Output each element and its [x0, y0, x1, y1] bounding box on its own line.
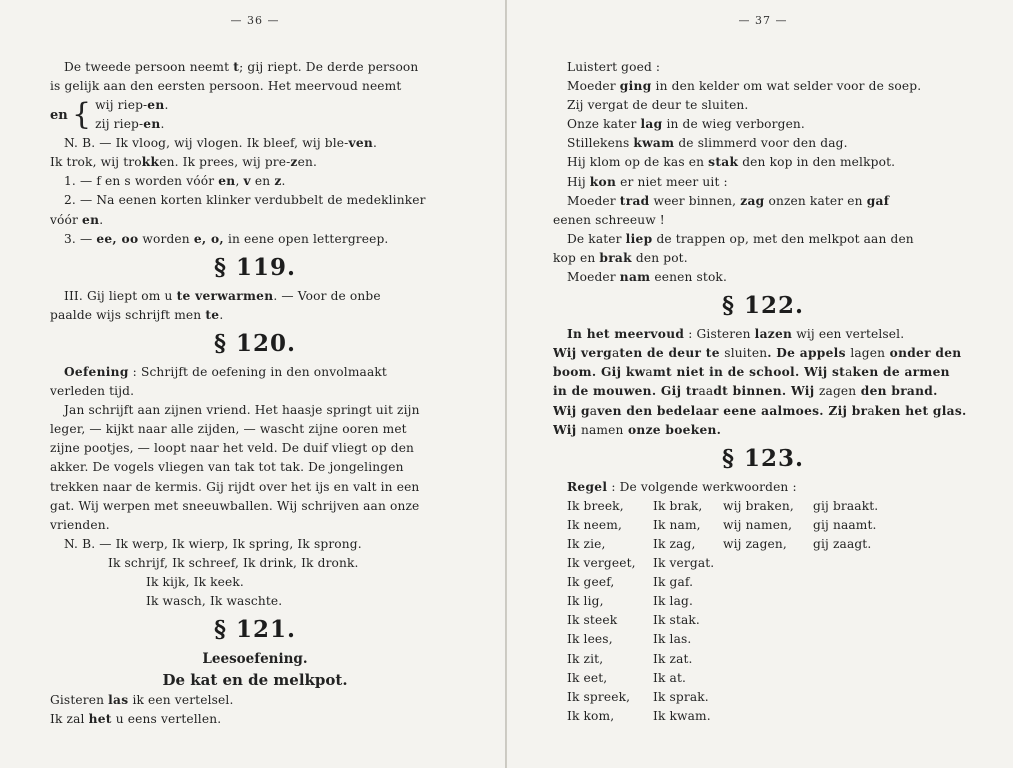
bold-text: zag [740, 193, 765, 208]
text-line [553, 77, 973, 96]
bold-text: en [218, 174, 236, 189]
brace-group [50, 96, 460, 134]
text: weer binnen, [649, 193, 741, 208]
bold-text: liep [625, 231, 653, 246]
verb-row [553, 516, 973, 535]
text: a [611, 346, 620, 361]
verb-list-line: Ik kijk, Ik keek. [146, 574, 244, 589]
bold-text: Wij verg [553, 346, 612, 361]
brace-line [95, 115, 168, 134]
verb-cell: Ik vergeet, [567, 556, 636, 571]
text-line [553, 268, 973, 287]
text: 3. — [64, 231, 97, 246]
text: in eene open lettergreep. [223, 231, 389, 246]
verb-row [553, 669, 973, 688]
verb-row [553, 535, 973, 554]
left-page-content [50, 58, 460, 729]
text: eenen schreeuw ! [553, 212, 665, 227]
bold-text: In het meervoud [567, 327, 685, 342]
left-page [50, 0, 460, 768]
verb-cell: wij namen, [723, 517, 793, 532]
bold-text: ken de armen [852, 365, 950, 380]
verb-cell: Ik lees, [567, 632, 613, 647]
text: Onze kater [567, 117, 641, 132]
text-line [553, 153, 973, 172]
bold-text: ven den bedelaar eene aalmoes. Zij br [597, 403, 868, 418]
text-line [553, 402, 973, 421]
text: in den kelder om wat selder voor de soep. [651, 79, 922, 94]
text: . — Voor de onbe [273, 288, 381, 303]
verb-cell: Ik eet, [567, 670, 608, 685]
text-line [553, 382, 973, 401]
rule-line [50, 230, 460, 249]
verb-cell: Ik zie, [567, 536, 606, 551]
bold-text: ging [619, 79, 652, 94]
text-line [553, 115, 973, 134]
verb-cell: Ik kwam. [653, 708, 711, 723]
text: zij riep- [95, 117, 144, 132]
rule-line [50, 172, 460, 191]
bold-text: mt niet in de school. Wij st [652, 365, 846, 380]
text: u eens vertellen. [111, 712, 222, 727]
text: Stillekens [567, 136, 634, 151]
text: ; gij riept. De derde persoon [239, 60, 419, 74]
text: . [281, 174, 286, 189]
exercise-line: akker. De vogels vliegen van tak tot tak. De jongelingen [50, 460, 404, 475]
text-line [553, 344, 973, 363]
verb-cell: wij zagen, [723, 536, 787, 551]
verb-cell: wij braken, [723, 498, 794, 513]
verb-cell: gij braakt. [813, 498, 879, 513]
verb-list-line: N. B. — Ik werp, Ik wierp, Ik spring, Ik sprong. [64, 536, 362, 551]
note-line [50, 134, 460, 153]
text: . [373, 136, 378, 151]
text: zagen [818, 384, 857, 399]
bold-text: het [88, 712, 112, 727]
exercise-line: Jan schrijft aan zijnen vriend. Het haasje springt uit zijn [64, 403, 420, 418]
bold-text: Wij g [553, 403, 590, 418]
bold-text: . De appels [767, 346, 851, 361]
text: worden [138, 231, 194, 246]
text: onzen kater en [764, 193, 867, 208]
text: : De volgende werkwoorden : [607, 479, 797, 494]
text: . [219, 307, 224, 322]
verb-row [553, 650, 973, 669]
text: lagen [850, 346, 886, 361]
bold-text: ken het glas. [874, 403, 967, 418]
text-line [553, 230, 973, 249]
text: a [645, 365, 653, 380]
text-line [553, 96, 973, 115]
verb-cell: Ik stak. [653, 613, 700, 628]
brace-line [95, 96, 168, 115]
bold-text: te [205, 307, 220, 322]
exercise-line: gat. Wij werpen met sneeuwballen. Wij schrijven aan onze [50, 498, 420, 513]
verb-row [553, 630, 973, 649]
bold-text: lag [640, 117, 663, 132]
bold-text: stak [708, 155, 739, 170]
text-line [553, 173, 973, 192]
verb-cell: Ik neem, [567, 517, 622, 532]
verb-list-line: Ik wasch, Ik waschte. [146, 594, 283, 609]
verb-cell: Ik breek, [567, 498, 624, 513]
bold-text: trad [619, 193, 650, 208]
verb-cell: Ik zit, [567, 651, 604, 666]
verb-cell: Ik nam, [653, 517, 701, 532]
right-page [553, 0, 973, 768]
paragraph-line [50, 58, 460, 77]
verb-cell: Ik zag, [653, 536, 696, 551]
text: kop en [553, 250, 600, 265]
text: den kop in den melkpot. [738, 155, 896, 170]
section-heading-122: § 122. [721, 292, 805, 320]
note-line [50, 153, 460, 172]
text: de slimmerd voor den dag. [674, 136, 848, 151]
bold-text: te verwarmen [176, 288, 274, 303]
text: 1. — f en s worden vóór [64, 174, 219, 189]
bold-text: las [108, 693, 129, 708]
text: paalde wijs schrijft men [50, 307, 206, 322]
verb-table-full [553, 497, 973, 554]
bold-text: onze boeken. [623, 422, 722, 437]
verb-row [553, 707, 973, 726]
text-line [553, 134, 973, 153]
text-line [553, 211, 973, 230]
text: wij een vertelsel. [792, 327, 905, 342]
text: a [867, 403, 875, 418]
bold-text: kon [589, 174, 617, 189]
rule-line: 2. — Na eenen korten klinker verdubbelt de medeklinker [64, 193, 426, 208]
verb-cell: Ik lig, [567, 594, 604, 609]
text: Luistert goed : [567, 60, 661, 74]
text: N. B. — Ik vloog, wij vlogen. Ik bleef, wij ble- [64, 136, 349, 151]
text: Moeder [567, 270, 620, 285]
bold-text: onder den [885, 346, 962, 361]
text: Zij vergat de deur te sluiten. [567, 98, 749, 113]
verb-row [553, 573, 973, 592]
verb-table-short [553, 554, 973, 726]
bold-text: Regel [567, 479, 608, 494]
text: ik een vertelsel. [128, 693, 234, 708]
text: . [164, 98, 169, 113]
bold-text: kwam [633, 136, 675, 151]
text: , [235, 174, 244, 189]
text: : Gisteren [684, 327, 755, 342]
bold-text: z [274, 174, 282, 189]
bold-text: brak [599, 250, 632, 265]
verb-row [553, 554, 973, 573]
verb-cell: Ik kom, [567, 708, 615, 723]
verb-cell: Ik gaf. [653, 575, 694, 590]
section-heading-123: § 123. [721, 444, 805, 472]
paragraph-line: is gelijk aan den eersten persoon. Het meervoud neemt [50, 79, 402, 94]
bold-text: t [233, 60, 240, 74]
verb-cell: Ik vergat. [653, 556, 715, 571]
section-heading-120: § 120. [213, 329, 297, 357]
text-line [553, 249, 973, 268]
bold-text: lazen [754, 327, 793, 342]
text: Gisteren [50, 693, 109, 708]
paragraph-line: verleden tijd. [50, 384, 135, 399]
section-heading-121: § 121. [213, 616, 297, 644]
bold-text: ven [348, 136, 374, 151]
text: aa [698, 384, 714, 399]
section-heading-119: § 119. [213, 253, 297, 281]
text: Moeder [567, 79, 620, 94]
paragraph-line [50, 287, 460, 306]
right-page-content [553, 58, 973, 726]
text-line [553, 58, 973, 77]
bold-text: Oefening [64, 364, 129, 379]
page-number-left: — 36 — [230, 14, 280, 27]
verb-cell: Ik las. [653, 632, 692, 647]
story-line [50, 710, 460, 729]
exercise-line: trekken naar de kermis. Gij rijdt over het ijs en valt in een [50, 479, 420, 494]
brace-lines [95, 96, 168, 134]
text: De tweede persoon neemt [64, 60, 234, 74]
text-line [553, 363, 973, 382]
text: Ik trok, wij tro [50, 155, 142, 170]
verb-cell: Ik steek [567, 613, 618, 628]
story-line [50, 691, 460, 710]
text: er niet meer uit : [616, 174, 728, 189]
brace-label: en [50, 107, 68, 123]
bold-text: gaf [866, 193, 890, 208]
text-line [553, 325, 973, 344]
bold-text: en [82, 212, 100, 227]
text: : Schrijft de oefening in den onvolmaakt [128, 364, 387, 379]
bold-text: en [143, 117, 161, 132]
text: . [160, 117, 165, 132]
bold-text: dt binnen. Wij [713, 384, 819, 399]
bold-text: v [243, 174, 251, 189]
bold-text: z [290, 155, 298, 170]
text: De kater [567, 231, 626, 246]
bold-text: ee, oo [96, 231, 139, 246]
exercise-line: leger, — kijkt naar alle zijden, — wascht zijne ooren met [50, 422, 407, 437]
verb-cell: Ik zat. [653, 651, 693, 666]
verb-cell: Ik lag. [653, 594, 693, 609]
verb-row [553, 497, 973, 516]
verb-cell: Ik geef, [567, 575, 615, 590]
text: a [845, 365, 853, 380]
text: den pot. [631, 250, 688, 265]
brace-symbol: { [72, 97, 92, 133]
text: en. [297, 155, 318, 170]
verb-cell: gij naamt. [813, 517, 877, 532]
story-title: De kat en de melkpot. [162, 671, 348, 690]
text: a [589, 403, 598, 418]
page-gutter [505, 0, 507, 768]
story-continuation [553, 58, 973, 287]
text: . [99, 212, 104, 227]
text: Hij klom op de kas en [567, 155, 709, 170]
verb-list-line: Ik schrijf, Ik schreef, Ik drink, Ik dronk. [108, 555, 359, 570]
verb-cell: Ik at. [653, 670, 687, 685]
exercise-line: vrienden. [50, 517, 110, 532]
bold-text: en [147, 98, 165, 113]
text: Ik zal [50, 712, 89, 727]
text: eenen stok. [650, 270, 727, 285]
verb-cell: Ik brak, [653, 498, 703, 513]
text-line [553, 192, 973, 211]
paragraph-line [50, 306, 460, 325]
text: Hij [567, 174, 590, 189]
verb-cell: Ik spreek, [567, 689, 631, 704]
verb-row [553, 611, 973, 630]
text: vóór [50, 212, 83, 227]
bold-text: in de mouwen. Gij tr [553, 384, 699, 399]
verb-cell: Ik sprak. [653, 689, 709, 704]
plural-paragraph [553, 325, 973, 440]
bold-text: kk [141, 155, 160, 170]
verb-row [553, 688, 973, 707]
text: Moeder [567, 193, 620, 208]
rule-line [50, 211, 460, 230]
bold-text: Wij [553, 422, 581, 437]
page-number-right: — 37 — [738, 14, 788, 27]
text: in de wieg verborgen. [662, 117, 805, 132]
text-line [553, 421, 973, 440]
bold-text: ten de deur te [619, 346, 725, 361]
bold-text: nam [619, 270, 651, 285]
text: sluiten [724, 346, 768, 361]
verb-row [553, 592, 973, 611]
text: de trappen op, met den melkpot aan den [652, 231, 914, 246]
bold-text: e, o, [193, 231, 224, 246]
exercise-line: zijne pootjes, — loopt naar het veld. De duif vliegt op den [50, 441, 415, 456]
rule-heading-line [553, 478, 973, 497]
text: wij riep- [95, 98, 148, 113]
bold-text: boom. Gij kw [553, 365, 646, 380]
bold-text: den brand. [856, 384, 938, 399]
text: en. Ik prees, wij pre- [159, 155, 291, 170]
text: namen [580, 422, 624, 437]
text: en [250, 174, 275, 189]
reading-exercise-label: Leesoefening. [202, 651, 308, 668]
exercise-heading-line [50, 363, 460, 382]
verb-cell: gij zaagt. [813, 536, 872, 551]
text: III. Gij liept om u [64, 288, 177, 303]
